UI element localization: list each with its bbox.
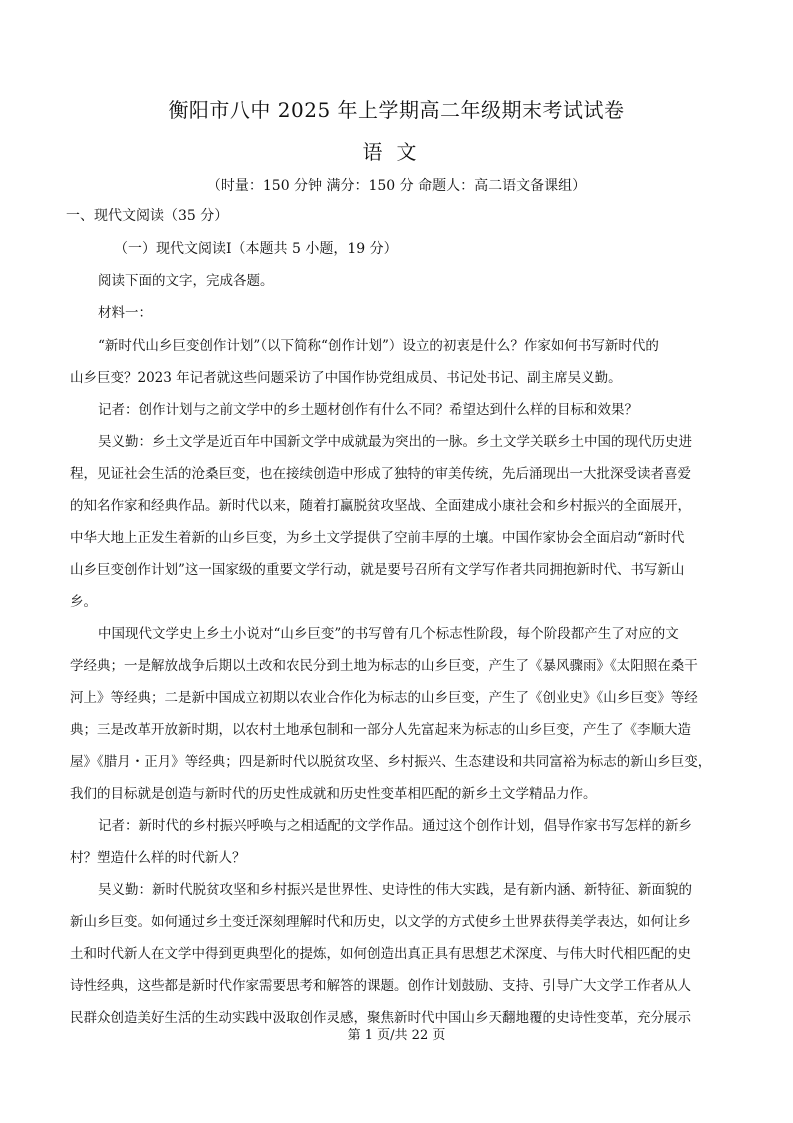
page-number: 第 1 页/共 22 页 <box>347 1028 446 1043</box>
subsection-heading: （一）现代文阅读Ⅰ（本题共 5 小题，19 分） <box>114 241 398 257</box>
text-line: 记者：创作计划与之前文学中的乡土题材创作有什么不同？希望达到什么样的目标和效果？ <box>98 402 638 418</box>
text-line: 中华大地上正发生着新的山乡巨变，为乡土文学提供了空前丰厚的土壤。中国作家协会全面启动“新时代 <box>70 530 685 546</box>
text-line: 学经典；一是解放战争后期以土改和农民分到土地为标志的山乡巨变，产生了《暴风骤雨》《太阳照在桑干 <box>70 658 698 674</box>
text-line: 河上》等经典；二是新中国成立初期以农业合作化为标志的山乡巨变，产生了《创业史》《山乡巨变》等经 <box>70 690 698 706</box>
text-line: 土和时代新人在文学中得到更典型化的提炼，如何创造出真正具有思想艺术深度、与伟大时代相匹配的史 <box>70 946 691 962</box>
instruction-line: 阅读下面的文字，完成各题。 <box>98 273 274 289</box>
text-line: 屋》《腊月・正月》等经典；四是新时代以脱贫攻坚、乡村振兴、生态建设和共同富裕为标志的新山乡巨变， <box>70 754 712 770</box>
material-label: 材料一： <box>98 305 152 321</box>
text-line: 吴义勤：乡土文学是近百年中国新文学中成就最为突出的一脉。乡土文学关联乡土中国的现代历史进 <box>98 434 692 450</box>
section-heading: 一、现代文阅读（35 分） <box>66 208 229 224</box>
text-line: 山乡巨变？2023 年记者就这些问题采访了中国作协党组成员、书记处书记、副主席吴义勤。 <box>70 370 622 386</box>
text-line: 中国现代文学史上乡土小说对“山乡巨变”的书写曾有几个标志性阶段，每个阶段都产生了对应的文 <box>98 626 679 642</box>
text-line: 的知名作家和经典作品。新时代以来，随着打赢脱贫攻坚战、全面建成小康社会和乡村振兴的全面展开， <box>70 498 691 514</box>
exam-title: 衡阳市八中 2025 年上学期高二年级期末考试试卷 <box>168 98 625 122</box>
text-line: 程，见证社会生活的沧桑巨变，也在接续创造中形成了独特的审美传统，先后涌现出一大批深受读者喜爱 <box>70 466 691 482</box>
text-line: 典；三是改革开放新时期，以农村土地承包制和一部分人先富起来为标志的山乡巨变，产生了《李顺大造 <box>70 722 691 738</box>
text-line: 记者：新时代的乡村振兴呼唤与之相适配的文学作品。通过这个创作计划，倡导作家书写怎样的新乡 <box>98 818 692 834</box>
exam-meta-info: （时量：150 分钟 满分：150 分 命题人：高二语文备课组） <box>206 178 587 194</box>
text-line: 村？塑造什么样的时代新人？ <box>70 850 246 866</box>
text-line: 吴义勤：新时代脱贫攻坚和乡村振兴是世界性、史诗性的伟大实践，是有新内涵、新特征、新面貌的 <box>98 882 692 898</box>
text-line: “新时代山乡巨变创作计划”（以下简称“创作计划”）设立的初衷是什么？作家如何书写新时代的 <box>98 338 659 354</box>
text-line: 山乡巨变创作计划”这一国家级的重要文学行动，就是要号召所有文学写作者共同拥抱新时代、书写新山 <box>70 562 685 578</box>
text-line: 我们的目标就是创造与新时代的历史性成就和历史性变革相匹配的新乡土文学精品力作。 <box>70 786 597 802</box>
text-line: 诗性经典，这些都是新时代作家需要思考和解答的课题。创作计划鼓励、支持、引导广大文学工作者从人 <box>70 978 691 994</box>
text-line: 民群众创造美好生活的生动实践中汲取创作灵感，聚焦新时代中国山乡天翻地覆的史诗性变革，充分展示 <box>70 1010 691 1026</box>
subject-heading: 语文 <box>362 140 431 164</box>
text-line: 新山乡巨变。如何通过乡土变迁深刻理解时代和历史，以文学的方式使乡土世界获得美学表达，如何让乡 <box>70 914 691 930</box>
text-line: 乡。 <box>70 594 97 610</box>
